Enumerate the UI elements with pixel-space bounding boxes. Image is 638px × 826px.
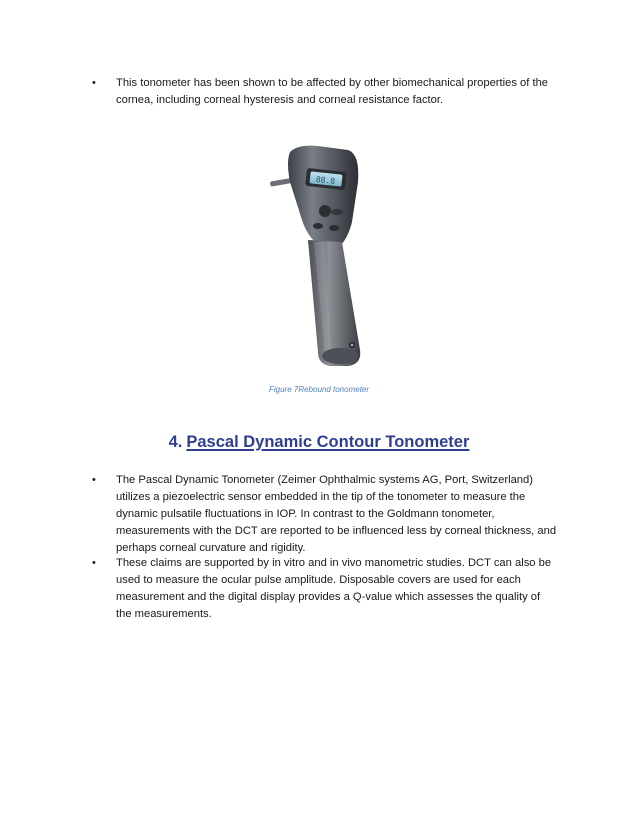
bullet-line: utilizes a piezoelectric sensor embedded in the tip of the tonometer to measure the (116, 491, 526, 503)
bullet-symbol: • (92, 77, 96, 89)
bullet-line: cornea, including corneal hysteresis and corneal resistance factor. (116, 94, 444, 106)
bullet-symbol: • (92, 474, 96, 486)
device-screen-text: 88.8 (315, 174, 336, 186)
bullet-line: the measurements. (116, 608, 212, 620)
rebound-tonometer-image (268, 142, 378, 368)
bullet-line: The Pascal Dynamic Tonometer (Zeimer Ophthalmic systems AG, Port, Switzerland) (116, 474, 533, 486)
bullet-line: measurement and the digital display provides a Q-value which assesses the quality of (116, 591, 541, 603)
bullet-line: dynamic pulsatile fluctuations in IOP. In contrast to the Goldmann tonometer, (116, 508, 495, 520)
bullet-line: used to measure the ocular pulse amplitude. Disposable covers are used for each (116, 574, 521, 586)
figure-caption: Figure 7Rebound tonometer (268, 385, 370, 394)
bullet-line: This tonometer has been shown to be affected by other biomechanical properties of the (116, 77, 549, 89)
section-number: 4. (168, 433, 183, 451)
tonometer-illustration (268, 142, 378, 368)
bullet-text (116, 75, 566, 109)
section-title: Pascal Dynamic Contour Tonometer (186, 433, 470, 451)
bullet-line: perhaps corneal curvature and rigidity. (116, 542, 306, 554)
bullet-text (116, 555, 566, 623)
bullet-line: measurements with the DCT are reported to be influenced less by corneal thickness, and (116, 525, 557, 537)
bullet-line: These claims are supported by in vitro and in vivo manometric studies. DCT can also be (116, 557, 552, 569)
bullet-symbol: • (92, 557, 96, 569)
section-heading (0, 433, 638, 452)
bullet-text (116, 472, 566, 557)
